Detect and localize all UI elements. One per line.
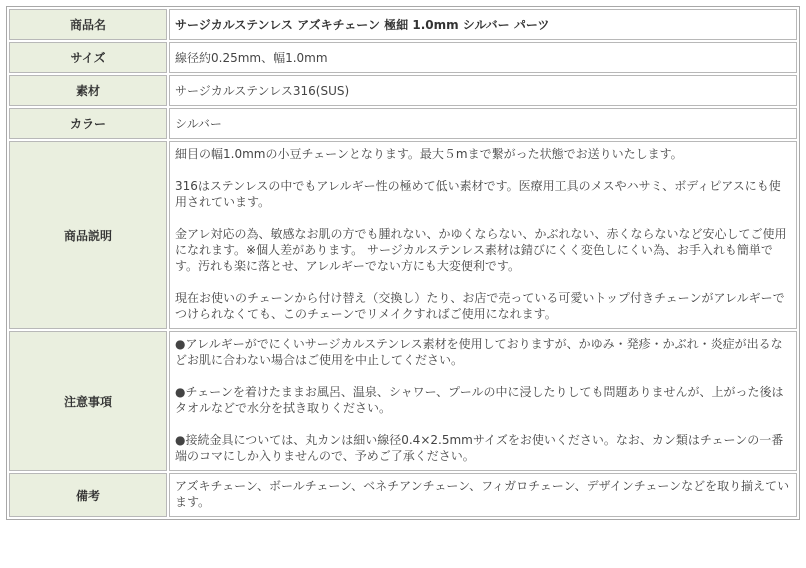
label-material: 素材 [9, 75, 167, 106]
value-size: 線径約0.25mm、幅1.0mm [169, 42, 797, 73]
description-paragraph: 金アレ対応の為、敏感なお肌の方でも腫れない、かゆくならない、かぶれない、赤くならないなど安心してご使用になれます。※個人差があります。 サージカルステンレス素材は錆びにくく変色しにくい為、お手入れも簡単です。汚れも楽に落とせ、アレルギーでない方にも大変便利です。 [175, 227, 787, 273]
label-notes: 備考 [9, 473, 167, 517]
value-color: シルバー [169, 108, 797, 139]
row-product-name [9, 9, 797, 40]
row-notes [9, 473, 797, 517]
product-spec-table [6, 6, 800, 520]
value-material: サージカルステンレス316(SUS) [169, 75, 797, 106]
row-cautions [9, 331, 797, 471]
value-product-name: サージカルステンレス アズキチェーン 極細 1.0mm シルバー パーツ [169, 9, 797, 40]
row-material [9, 75, 797, 106]
row-description [9, 141, 797, 329]
caution-item: ●接続金具については、丸カンは細い線径0.4×2.5mmサイズをお使いください。なお、カン類はチェーンの一番端のコマにしか入りませんので、予めご了承ください。 [175, 433, 784, 463]
label-color: カラー [9, 108, 167, 139]
value-notes: アズキチェーン、ボールチェーン、ベネチアンチェーン、フィガロチェーン、デザインチェーンなどを取り揃えています。 [169, 473, 797, 517]
row-color [9, 108, 797, 139]
label-size: サイズ [9, 42, 167, 73]
caution-item: ●アレルギーがでにくいサージカルステンレス素材を使用しておりますが、かゆみ・発疹・かぶれ・炎症が出るなどお肌に合わない場合はご使用を中止してください。 [175, 337, 783, 367]
label-product-name: 商品名 [9, 9, 167, 40]
row-size [9, 42, 797, 73]
value-cautions [169, 331, 797, 471]
description-paragraph: 細目の幅1.0mmの小豆チェーンとなります。最大５mまで繋がった状態でお送りいたします。 [175, 147, 683, 161]
description-paragraph: 316はステンレスの中でもアレルギー性の極めて低い素材です。医療用工具のメスやハサミ、ボディピアスにも使用されています。 [175, 179, 781, 209]
label-description: 商品説明 [9, 141, 167, 329]
caution-item: ●チェーンを着けたままお風呂、温泉、シャワー、プールの中に浸したりしても問題ありませんが、上がった後はタオルなどで水分を拭き取りください。 [175, 385, 784, 415]
label-cautions: 注意事項 [9, 331, 167, 471]
description-paragraph: 現在お使いのチェーンから付け替え（交換し）たり、お店で売っている可愛いトップ付きチェーンがアレルギーでつけられなくても、このチェーンでリメイクすればご使用になれます。 [175, 291, 785, 321]
value-description [169, 141, 797, 329]
